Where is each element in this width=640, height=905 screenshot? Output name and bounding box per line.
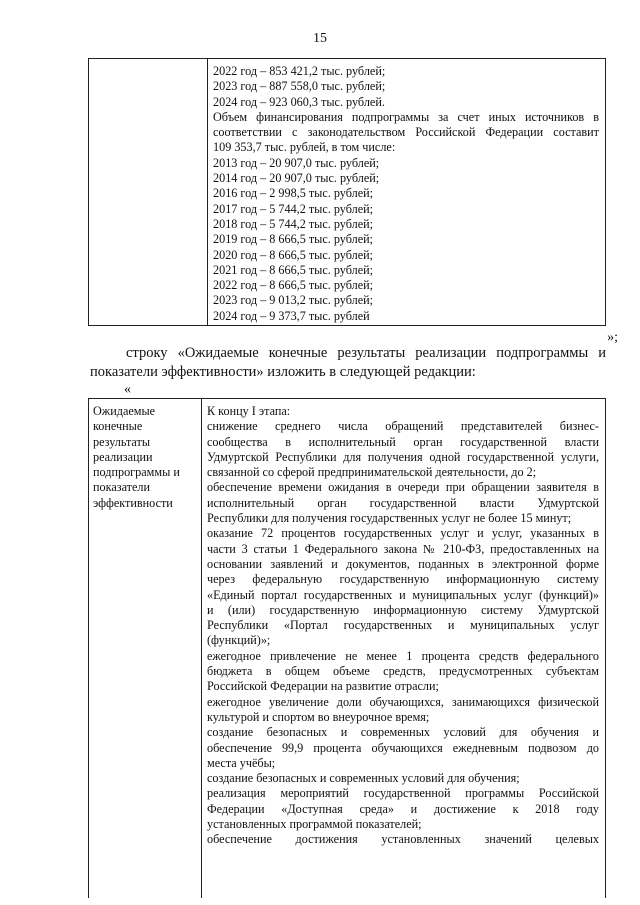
financing-line: 2024 год – 923 060,3 тыс. рублей.	[213, 94, 385, 109]
results-table	[88, 398, 606, 898]
results-content-line: обеспечение достижения установленных значений целевых	[207, 832, 599, 847]
results-content-line: установленных программой показателей;	[207, 817, 422, 832]
results-content-cell	[207, 404, 599, 848]
financing-year-line: 2024 год – 9 373,7 тыс. рублей	[213, 308, 370, 323]
results-content-line: места учёбы;	[207, 755, 276, 770]
financing-year-line: 2017 год – 5 744,2 тыс. рублей;	[213, 201, 374, 216]
results-content-line: оказание 72 процентов государственных услуг и услуг, указанных в	[207, 526, 599, 541]
financing-paragraph-line: 109 353,7 тыс. рублей, в том числе:	[213, 140, 396, 155]
financing-line: 2022 год – 853 421,2 тыс. рублей;	[213, 64, 386, 78]
results-content-line: ежегодное привлечение не менее 1 процента средств федерального	[207, 648, 599, 663]
results-content-line: обеспечение 99,9 процента обучающихся ежедневным подвозом до	[207, 740, 599, 755]
label-line: подпрограммы и	[93, 465, 180, 480]
opening-quote: «	[124, 382, 131, 397]
results-content-line: через федеральную государственную информационную систему	[207, 572, 599, 587]
results-content-line: снижение среднего числа обращений представителей бизнес-	[207, 419, 599, 434]
instruction-line: строку «Ожидаемые конечные результаты реализации подпрограммы и	[126, 345, 606, 361]
results-content-line: части 3 статьи 1 Федерального закона № 210-ФЗ, предоставленных на	[207, 541, 599, 556]
results-content-line: создание безопасных и современных условий для обучения;	[207, 771, 520, 786]
label-line: показатели	[93, 480, 151, 495]
results-content-line: Республики «Портал государственных и муниципальных услуг	[207, 618, 599, 633]
amendment-instruction	[90, 344, 606, 382]
results-content-line: реализация мероприятий государственной программы Российской	[207, 786, 599, 801]
financing-year-line: 2014 год – 20 907,0 тыс. рублей;	[213, 171, 380, 186]
results-content-line: (функций)»;	[207, 633, 271, 648]
label-line: результаты	[93, 434, 151, 449]
results-content-line: Удмуртской Республики для получения одной государственной услуги,	[207, 449, 599, 464]
financing-paragraph-line: соответствии с законодательством Российской Федерации составит	[213, 125, 599, 140]
results-label-cell	[93, 404, 199, 511]
results-content-line: исполнительный орган государственной власти Удмуртской	[207, 495, 599, 510]
results-content-line: К концу I этапа:	[207, 404, 291, 418]
results-content-line: и (или) государственную информационную систему Удмуртской	[207, 602, 599, 617]
results-content-line: создание безопасных и современных условий для обучения и	[207, 725, 599, 740]
column-divider	[207, 59, 208, 325]
results-content-line: бюджета в общем объеме средств, предусмотренных субъектам	[207, 664, 599, 679]
results-content-line: ежегодное увеличение доли обучающихся, занимающихся физической	[207, 694, 599, 709]
financing-year-line: 2018 год – 5 744,2 тыс. рублей;	[213, 216, 374, 231]
financing-year-line: 2023 год – 9 013,2 тыс. рублей;	[213, 293, 374, 308]
financing-year-line: 2020 год – 8 666,5 тыс. рублей;	[213, 247, 374, 262]
results-content-line: обеспечение времени ожидания в очереди при обращении заявителя в	[207, 480, 599, 495]
results-content-line: сообщества в исполнительный орган государственной власти	[207, 434, 599, 449]
label-line: конечные	[93, 419, 143, 434]
financing-cell	[213, 64, 599, 324]
results-content-line: Республики для получения государственных услуг не более 15 минут;	[207, 511, 572, 526]
label-line: реализации	[93, 449, 153, 464]
financing-year-line: 2013 год – 20 907,0 тыс. рублей;	[213, 155, 380, 170]
results-content-line: связанной со сферой предпринимательской деятельности, до 2;	[207, 465, 537, 480]
column-divider	[201, 399, 202, 898]
financing-year-line: 2019 год – 8 666,5 тыс. рублей;	[213, 232, 374, 247]
closing-quote: »;	[607, 330, 618, 345]
label-line: Ожидаемые	[93, 404, 156, 418]
financing-year-line: 2022 год – 8 666,5 тыс. рублей;	[213, 278, 374, 293]
financing-year-line: 2016 год – 2 998,5 тыс. рублей;	[213, 186, 374, 201]
financing-table	[88, 58, 606, 326]
financing-year-line: 2021 год – 8 666,5 тыс. рублей;	[213, 262, 374, 277]
financing-line: 2023 год – 887 558,0 тыс. рублей;	[213, 79, 386, 94]
instruction-line: показатели эффективности» изложить в следующей редакции:	[90, 364, 476, 380]
financing-paragraph-line: Объем финансирования подпрограммы за счет иных источников в	[213, 109, 599, 124]
results-content-line: основании заявлений и документов, поданных в электронной форме	[207, 556, 599, 571]
label-line: эффективности	[93, 495, 173, 510]
results-content-line: «Единый портал государственных и муниципальных услуг (функций)»	[207, 587, 599, 602]
results-content-line: Федерации «Доступная среда» и достижение к 2018 году	[207, 801, 599, 816]
results-content-line: Российской Федерации на развитие отрасли;	[207, 679, 439, 694]
results-content-line: культурой и спортом во внеурочное время;	[207, 709, 430, 724]
page-number: 15	[313, 31, 327, 46]
